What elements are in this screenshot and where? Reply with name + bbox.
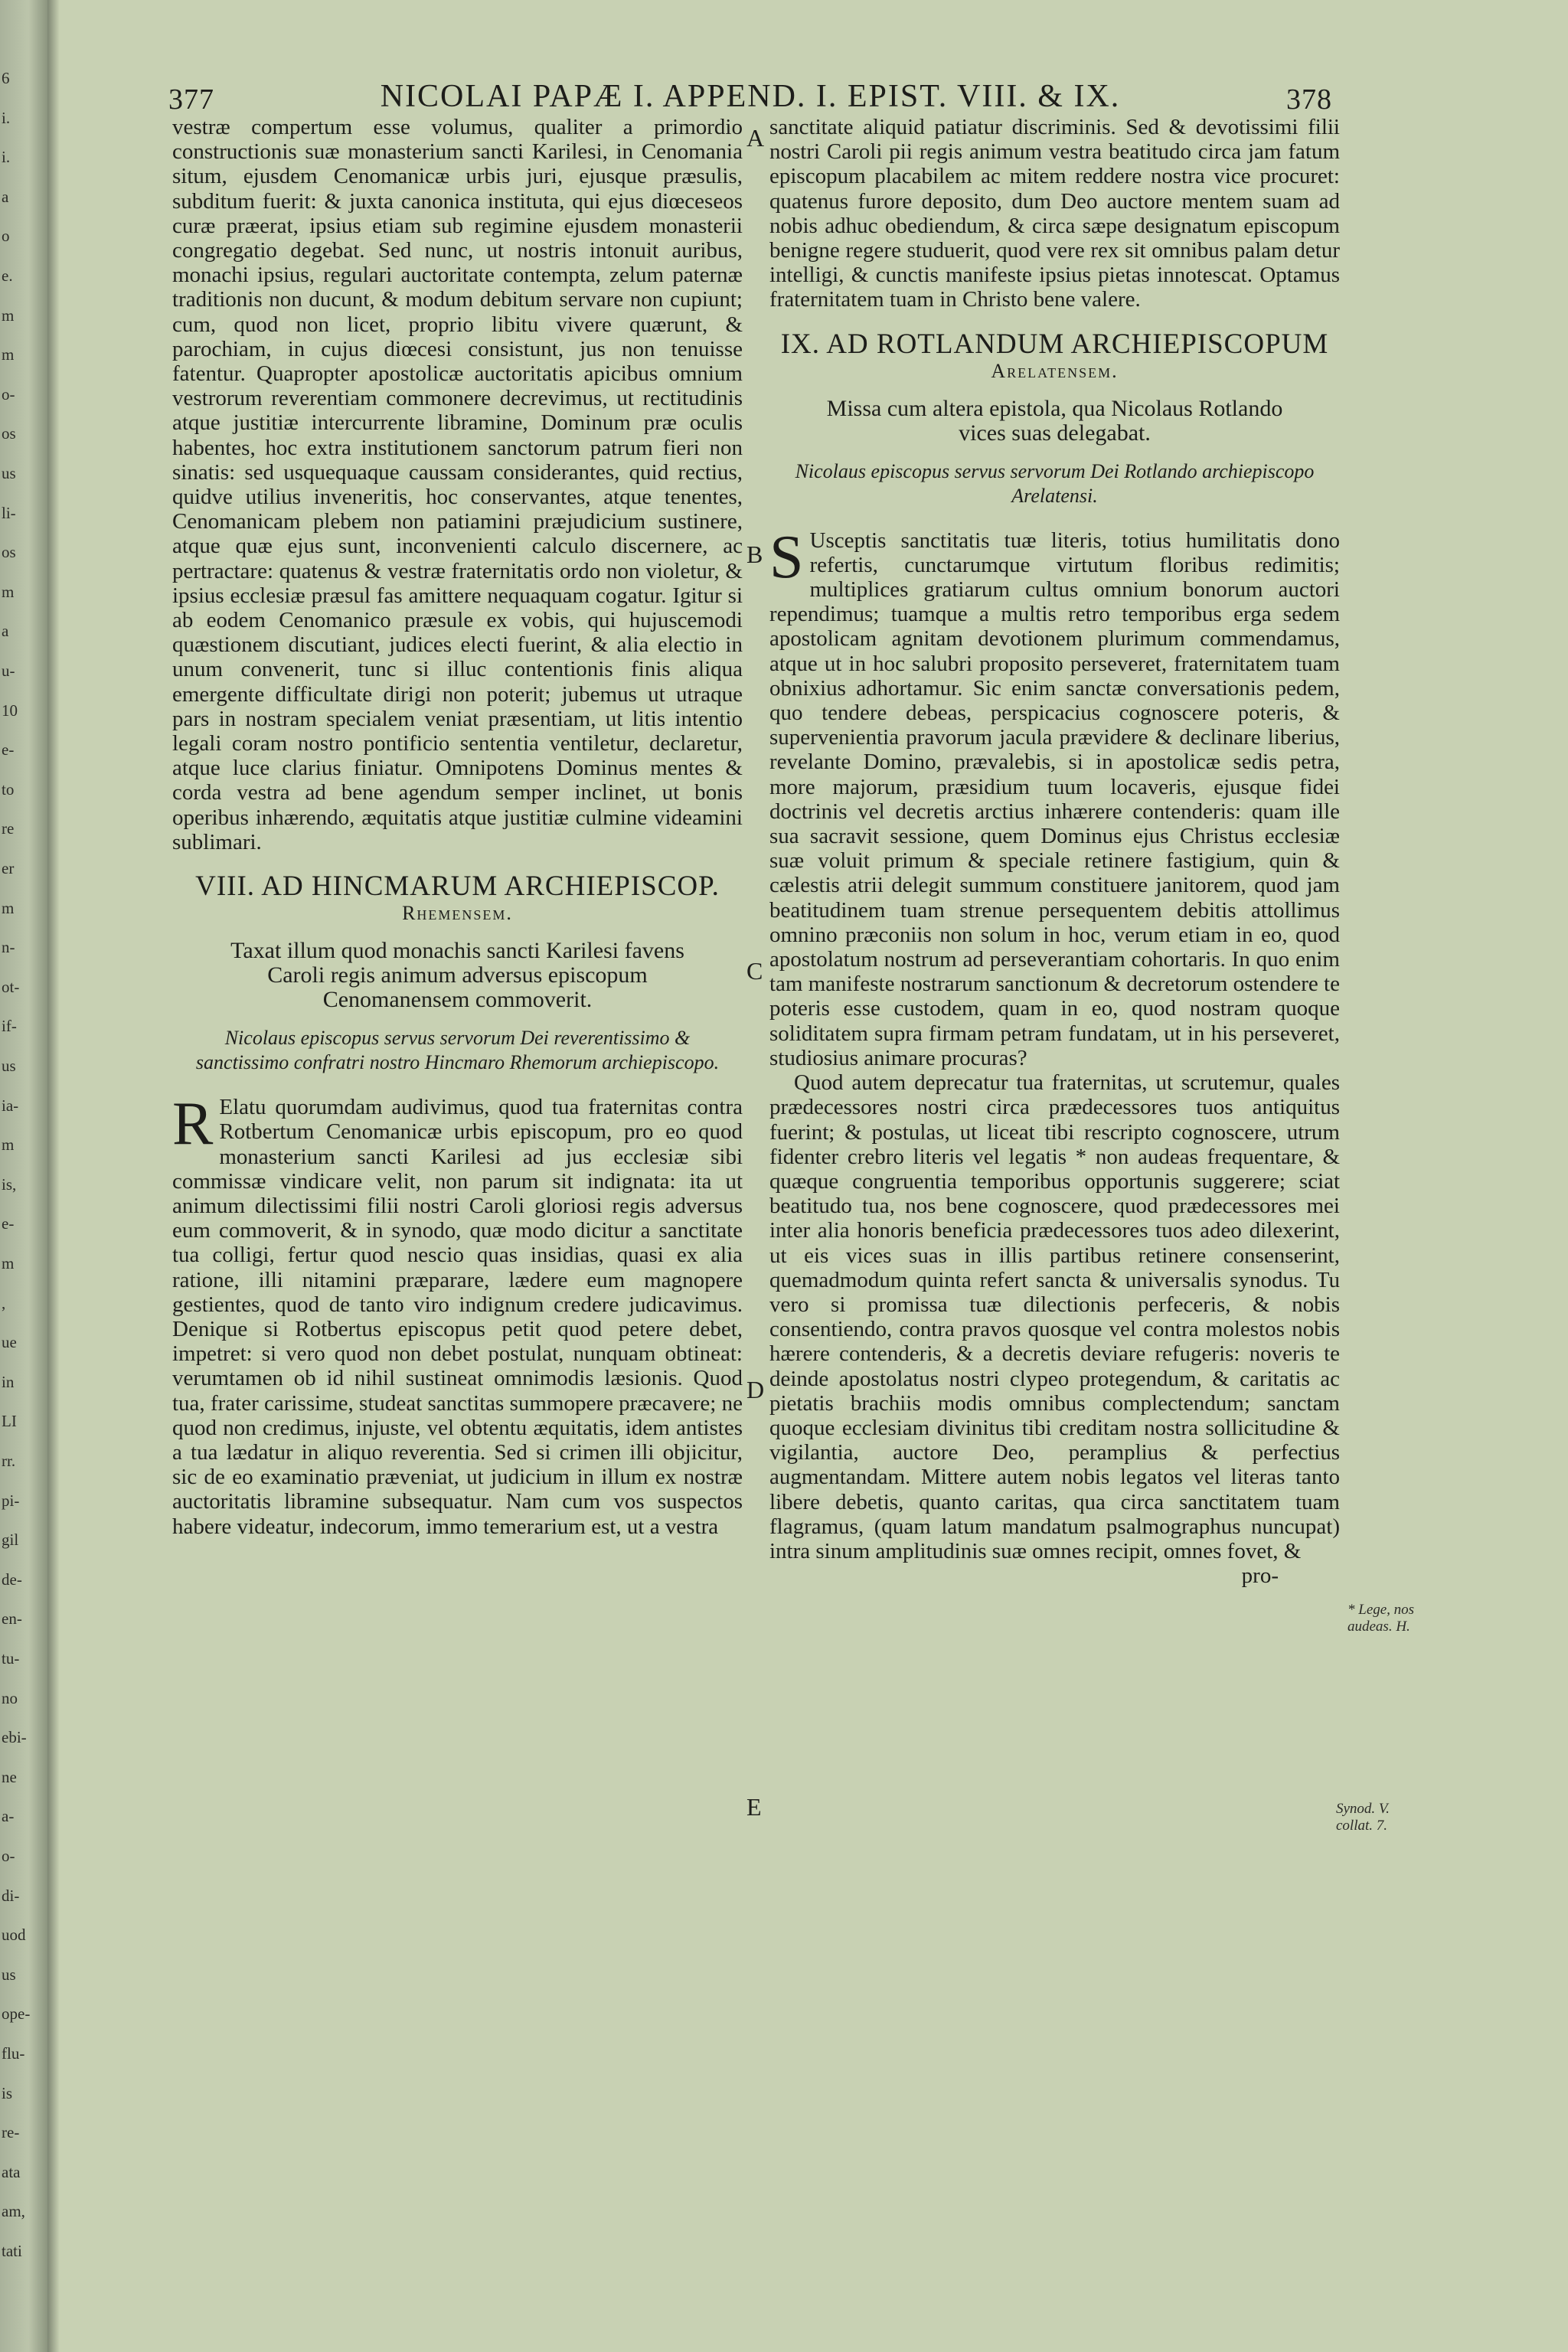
edge-fragment: n- bbox=[2, 938, 15, 956]
running-title: NICOLAI PAPÆ I. APPEND. I. EPIST. VIII. & IX. bbox=[380, 79, 1121, 114]
edge-fragment: i. bbox=[2, 109, 11, 127]
edge-fragment: is bbox=[2, 2084, 13, 2102]
epistle-viii-subheading: Rhemensem. bbox=[402, 902, 513, 925]
edge-fragment: m bbox=[2, 1135, 15, 1154]
edge-fragment: pi- bbox=[2, 1491, 20, 1510]
edge-fragment: o bbox=[2, 227, 10, 245]
edge-fragment: LI bbox=[2, 1412, 17, 1430]
edge-fragment: u- bbox=[2, 662, 15, 680]
edge-fragment: en- bbox=[2, 1609, 22, 1628]
edge-fragment: flu- bbox=[2, 2044, 25, 2063]
edge-fragment: a bbox=[2, 188, 9, 206]
edge-fragment: is, bbox=[2, 1175, 17, 1194]
edge-fragment: tati bbox=[2, 2242, 22, 2260]
margin-letter-a: A bbox=[746, 124, 765, 152]
margin-letter-c: C bbox=[746, 957, 763, 985]
edge-fragment: 6 bbox=[2, 69, 10, 87]
margin-letter-e: E bbox=[746, 1793, 762, 1821]
edge-fragment: uod bbox=[2, 1926, 26, 1944]
epistle-ix-summary: Missa cum altera epistola, qua Nicolaus Rotlando vices suas delegabat. bbox=[826, 395, 1283, 446]
margin-letter-b: B bbox=[746, 541, 763, 568]
edge-fragment: re bbox=[2, 819, 15, 838]
epistle-viii-heading: VIII. AD HINCMARUM ARCHIEPISCOP. bbox=[195, 871, 720, 903]
edge-fragment: 10 bbox=[2, 701, 18, 720]
drop-cap-r: R bbox=[172, 1090, 214, 1158]
edge-fragment: m bbox=[2, 345, 15, 364]
edge-fragment: rr. bbox=[2, 1452, 16, 1470]
right-paragraph-2: Usceptis sanctitatis tuæ literis, totius humilitatis dono refertis, cunctarumque virtutum floribus redimitis; multiplices gratiarum cultus omnium bonorum auctori rependimus; tuamque a multis retro temporibus erga sedem apostolicam agnitam devotionem plurimum commendamus, atque ut in hoc salubri proposito perseveret, fraternitatem tuam obnixius adhortamur. Sic enim sanctæ conversationis pedem, quo tendere debeas, perspicacius cognoscere poteris, & supervenientia pravorum jacula prævidere & declinare liberius, revelante Domino, prævalebis, si in apostolicæ sedis petra, more majorum, præsidium tuum locaveris, ejusque fidei doctrinis vel decretis arctius inhærere contenderis: quam ille sua sacravit sessione, quem Dominus ejus Christus ecclesiæ suæ voluit primum & speciale retinere fastigium, quin & cælestis atrii delegit summum constituere janitorem, quod jam beatitudinem tuam strenue persequentem debitis attollimus omnino præconiis non solum in hoc, verum etiam in eo, quod apostolatum nostrum ad perseverantiam cohortaris. In quo enim tam manifeste nostrarum sanctionum & decretorum ostendere te poteris esse custodem, quam in eo, quod nostram quoque soliditatem supra firmam petram fundatam, ut in his perseveret, studiosius animare procuras? bbox=[769, 528, 1340, 1070]
left-paragraph-2: Elatu quorumdam audivimus, quod tua fraternitas contra Rotbertum Cenomanicæ urbis episcopum, pro eo quod monasterium sancti Karilesi ad jus ecclesiæ sibi commissæ vindicare velit, non parum sit indignata: ita ut animum dilectissimi filii nostri Caroli gloriosi regis adversus eum commoverit, & in synodo, quæ modo dicitur a sanctitate tua colligi, fertur quod nescio quas insidias, quasi ex alia ratione, illi nitamini præparare, lædere eum magnopere gestientes, quod de tanto viro indignum credere judicavimus. Denique si Rotbertus episcopus petit quod petere debet, impetret: si vero quod non debet postulat, nunquam obtineat: verumtamen ob id nihil sustineat omnimodis læsionis. Quod tua, frater carissime, studeat sanctitas summopere præcavere; ne quod non credimus, injuste, vel obtentu æquitatis, idem antistes a tua lædatur in aliquo reverentia. Sed si crimen illi objicitur, sic de eo examinatio præveniat, ut judicium in illum ex nostræ auctoritatis libramine subsequatur. Nam cum vos suspectos habere videatur, indecorum, immo temerarium est, ut a vestra bbox=[172, 1095, 743, 1539]
edge-fragment: ia- bbox=[2, 1096, 19, 1115]
edge-fragment: ebi- bbox=[2, 1728, 27, 1746]
epistle-viii-address: Nicolaus episcopus servus servorum Dei reverentissimo & sanctissimo confratri nostro Hincmaro Rhemorum archiepiscopo. bbox=[195, 1027, 720, 1074]
edge-fragment: de- bbox=[2, 1570, 22, 1589]
edge-fragment: o- bbox=[2, 385, 15, 403]
margin-letter-d: D bbox=[746, 1376, 765, 1403]
book-gutter bbox=[47, 0, 60, 2352]
edge-fragment: us bbox=[2, 1965, 16, 1984]
page-number-right: 378 bbox=[1286, 83, 1332, 116]
edge-fragment: er bbox=[2, 859, 15, 877]
edge-fragment: e. bbox=[2, 266, 13, 285]
edge-fragment: tu- bbox=[2, 1649, 20, 1668]
edge-fragment: re- bbox=[2, 2123, 20, 2141]
right-paragraph-3: Quod autem deprecatur tua fraternitas, ut scrutemur, quales prædecessores nostri circa prædecessores tuos antiquitus fuerint; & postulas, ut liceat tibi rescripto cognoscere, utrum fidenter crebro literis vel legatis * non audeas frequentare, & quæque congruentia temporibus opportunis suggerere; sciat beatitudo tua, nos bene cognoscere, quod prædecessores mei inter alia honoris beneficia prædecessores tuos adeo dilexerint, ut eis vices suas in illis partibus retinere consenserint, quemadmodum quinta refert sancta & universalis synodus. Tu vero si promissa tuæ dilectionis perfeceris, & nobis consentiendo, contra pravos quosque vel contra molestos nobis hærere contenderis, & a decretis deviare refugeris: noveris te deinde apostolatus nostri clypeo protegendum, & caritatis ac pietatis brachiis modis omnibus complectendum; sanctam quoque ecclesiam divinitus tibi creditam nostra sollicitudine & vigilantia, auctore Deo, peramplius & perfectius augmentandam. Mittere autem nobis legatos vel literas tanto libere debetis, quanto caritas, qua circa sanctitatem tuam flagramus, (quam latum mandatum psalmographus nuncupat) intra sinum amplitudinis suæ omnes recipit, omnes fovet, & bbox=[769, 1070, 1340, 1563]
edge-fragment: m bbox=[2, 1254, 15, 1272]
edge-fragment: am, bbox=[2, 2202, 25, 2220]
edge-fragment: li- bbox=[2, 504, 16, 522]
edge-fragment: e- bbox=[2, 1214, 15, 1233]
left-paragraph-1: vestræ compertum esse volumus, qualiter a primordio constructionis suæ monasterium sancti Karilesi, in Cenomania situm, ejusdem Cenomanicæ urbis juri, ejusque præsulis, subditum fuerit: & juxta canonica instituta, qui ejus diœceseos curæ præerat, ipsius etiam sub regimine ejusdem monasterii congregatio degebat. Sed nunc, ut nostris intonuit auribus, monachi ipsius, regulari auctoritate contempta, zelum paternæ traditionis non ducunt, & modum debitum servare non cupiunt; cum, quod non licet, proprio libitu vivere quærunt, & parochiam, in cujus diœcesi consistunt, jus non tenuisse fatentur. Quapropter apostolicæ auctoritatis apicibus omnium vestrorum reverentiam commonere decrevimus, ut rectitudinis atque justitiæ intercurrente libramine, Dominum præ oculis habentes, hoc extra institutionem sanctorum patrum fieri non sinatis: sed usquequaque caussam considerantes, quid rectius, quidve utilius inveneritis, hoc conservantes, atque tenentes, Cenomanicam plebem non patiamini præjudicium sustinere, atque quæ ejus sunt, inconvenienti calculo discernere, ac pertractare: quatenus & vestræ fraternitatis ordo non violetur, & ipsius ecclesiæ præsul fas amittere nequaquam cogatur. Igitur si ab eodem Cenomanico præsule ex vobis, qui hujuscemodi quæstionem discutiant, judices electi fuerint, & alia electio in unum convenerit, tunc si illuc contentionis finis aliqua emergente difficultate dirigi non poterit; jubemus ut utraque pars in nostram specialem veniat præsentiam, ut litis intentio legali coram nostro pontificio sententia ventiletur, declaretur, atque luce clarius finiatur. Omnipotens Dominus mentes & corda vestra ad bene agendum semper inclinet, ut bonis operibus inhærendo, æquitatis atque justitiæ culmine videamini sublimari. bbox=[172, 115, 743, 854]
epistle-ix-subheading: Arelatensem. bbox=[991, 359, 1119, 382]
adjacent-page-edge bbox=[0, 0, 47, 2352]
drop-cap-s: S bbox=[769, 523, 804, 591]
edge-fragment: us bbox=[2, 1057, 16, 1075]
edge-fragment: i. bbox=[2, 148, 11, 166]
edge-fragment: in bbox=[2, 1373, 15, 1391]
epistle-ix-address: Nicolaus episcopus servus servorum Dei Rotlando archiepiscopo Arelatensi. bbox=[795, 459, 1315, 507]
edge-fragment: gil bbox=[2, 1530, 19, 1549]
side-note-synod: Synod. V. collat. 7. bbox=[1336, 1801, 1390, 1834]
edge-fragment: to bbox=[2, 780, 15, 799]
edge-fragment: a bbox=[2, 622, 9, 640]
edge-fragment: if- bbox=[2, 1017, 17, 1035]
epistle-ix-heading: IX. AD ROTLANDUM ARCHIEPISCOPUM bbox=[780, 328, 1329, 360]
edge-fragment: m bbox=[2, 583, 15, 601]
edge-fragment: os bbox=[2, 543, 16, 561]
edge-fragment: no bbox=[2, 1689, 18, 1707]
edge-fragment: , bbox=[2, 1294, 6, 1312]
right-column bbox=[769, 115, 1340, 1588]
edge-fragment: us bbox=[2, 464, 16, 482]
edge-fragment: m bbox=[2, 306, 15, 325]
edge-fragment: o- bbox=[2, 1847, 15, 1865]
edge-fragment: ata bbox=[2, 2163, 21, 2181]
edge-fragment: a- bbox=[2, 1807, 15, 1825]
side-note-lege: * Lege, nos audeas. H. bbox=[1348, 1602, 1415, 1635]
edge-fragment: ue bbox=[2, 1333, 17, 1351]
epistle-viii-summary: Taxat illum quod monachis sancti Karilesi favens Caroli regis animum adversus episcopum Cenomanensem commoverit. bbox=[230, 938, 684, 1013]
edge-fragment: ne bbox=[2, 1768, 17, 1786]
left-column bbox=[172, 115, 743, 1539]
edge-fragment: ot- bbox=[2, 978, 20, 996]
edge-fragment: m bbox=[2, 899, 15, 917]
right-paragraph-1: sanctitate aliquid patiatur discriminis. Sed & devotissimi filii nostri Caroli pii regis animum vestra beatitudo circa jam fatum episcopum placabilem ac mitem reddere nostra vice procuret: quatenus furore deposito, dum Deo auctore mentem suam ad nobis adhuc obediendum, & circa sæpe designatum episcopum benigne regere studuerit, quod vere rex sit omnibus palam detur intelligi, & cunctis manifeste ipsius pietas innotescat. Optamus fraternitatem tuam in Christo bene valere. bbox=[769, 115, 1340, 312]
edge-fragment: ope- bbox=[2, 2004, 31, 2023]
edge-fragment: di- bbox=[2, 1886, 20, 1905]
catchword: pro- bbox=[1241, 1563, 1279, 1589]
edge-fragment: e- bbox=[2, 740, 15, 759]
edge-fragment: os bbox=[2, 424, 16, 443]
page-number-left: 377 bbox=[168, 83, 214, 116]
